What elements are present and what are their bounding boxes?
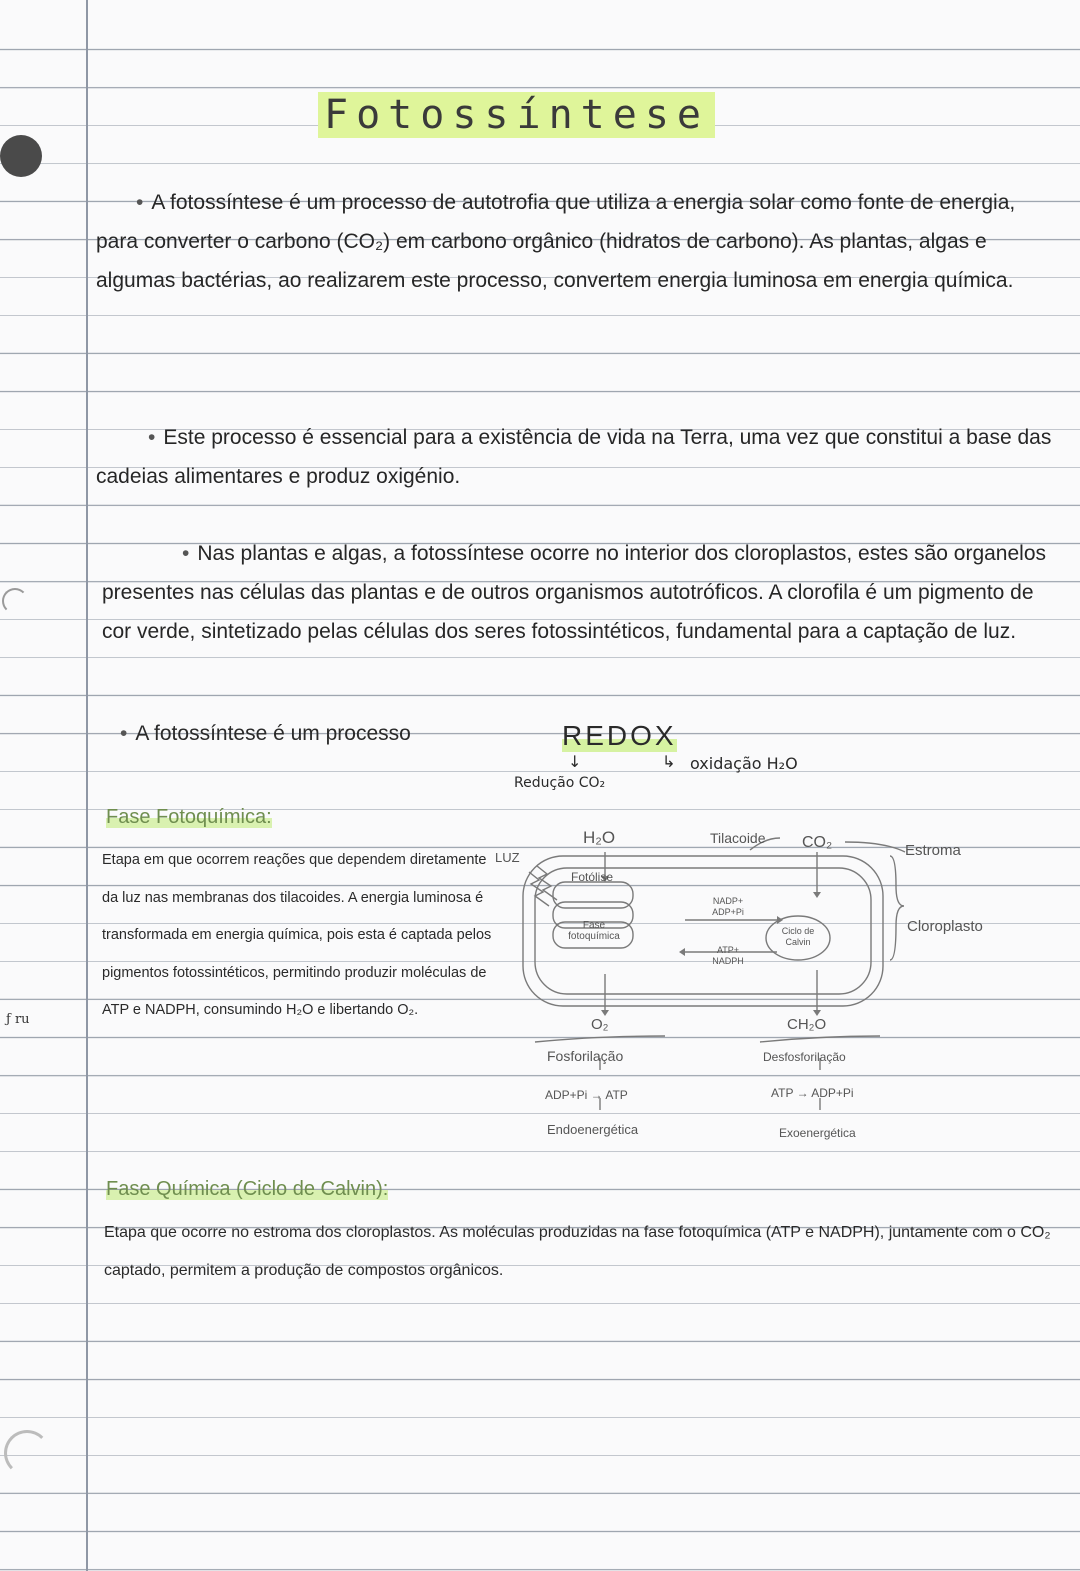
diagram-label-endoenergetica: Endoenergética bbox=[547, 1122, 639, 1137]
brace-left bbox=[535, 1036, 665, 1042]
diagram-label-co2: CO₂ bbox=[802, 834, 833, 851]
bullet-icon: • bbox=[136, 191, 144, 214]
diagram-label-cloroplasto: Cloroplasto bbox=[907, 918, 983, 935]
punch-hole-mark bbox=[4, 1430, 50, 1476]
diagram-label-exoenergetica: Exoenergética bbox=[779, 1126, 856, 1140]
diagram-label-fosforilacao: Fosforilação bbox=[547, 1048, 624, 1064]
diagram-label-fotolise: Fotólise bbox=[571, 870, 614, 884]
diagram-label-luz: LUZ bbox=[495, 850, 520, 865]
paragraph-1 bbox=[96, 184, 1056, 300]
bullet-icon: • bbox=[120, 722, 128, 745]
brace-right bbox=[760, 1036, 880, 1042]
arrow-down-icon: ↓ bbox=[568, 752, 582, 771]
diagram-label-desfosforilacao: Desfosforilação bbox=[763, 1050, 846, 1064]
phase-1-heading-text: Fase Fotoquímica: bbox=[106, 806, 272, 828]
page-title bbox=[318, 92, 715, 138]
redox-reduction: Redução CO₂ bbox=[514, 775, 606, 791]
diagram-label-atp-nadph: ATP+ NADPH bbox=[712, 945, 744, 966]
phase-2-heading bbox=[106, 1178, 388, 1201]
redox-sentence-text: A fotossíntese é um processo bbox=[135, 722, 411, 745]
diagram-label-h2o: H₂O bbox=[583, 828, 616, 847]
chloroplast-diagram bbox=[495, 820, 1065, 1150]
paragraph-1-text: A fotossíntese é um processo de autotrofia que utiliza a energia solar como fonte de energia, para converter o carbono (CO₂) em carbono orgânico (hidratos de carbono). As plantas, algas e algumas bactérias, ao realizarem este processo, convertem energia luminosa em energia química. bbox=[96, 191, 1016, 292]
margin-mark: ƒ ru bbox=[6, 1012, 30, 1027]
diagram-label-o2: O₂ bbox=[591, 1016, 609, 1033]
paragraph-2 bbox=[96, 419, 1056, 497]
diagram-label-ch2o: CH₂O bbox=[787, 1016, 827, 1033]
paragraph-2-text: Este processo é essencial para a existência de vida na Terra, uma vez que constitui a base das cadeias alimentares e produz oxigénio. bbox=[96, 426, 1052, 488]
diagram-label-tilacoide: Tilacoide bbox=[710, 830, 766, 846]
diagram-label-atp-adp: ATP → ADP+Pi bbox=[771, 1086, 854, 1100]
punch-hole-mark bbox=[2, 588, 28, 614]
title-text: Fotossíntese bbox=[318, 92, 715, 138]
paragraph-3 bbox=[102, 535, 1062, 651]
diagram-label-nadp-adp: NADP+ ADP+Pi bbox=[712, 896, 744, 917]
arrow-line bbox=[845, 842, 905, 852]
phase-1-text: Etapa em que ocorrem reações que dependem diretamente da luz nas membranas dos tilacoides. A energia luminosa é transformada em energia química, pois esta é captada pelos pigmentos fotossintéticos, permitindo produzir moléculas de ATP e NADPH, consumindo H₂O e libertando O₂. bbox=[102, 852, 492, 1019]
cloroplasto-brace bbox=[890, 856, 904, 960]
diagram-label-estroma: Estroma bbox=[905, 842, 961, 859]
redox-word: REDOX bbox=[562, 720, 677, 751]
punch-hole bbox=[0, 135, 42, 177]
diagram-label-adp-atp: ADP+Pi → ATP bbox=[545, 1088, 628, 1102]
margin-line bbox=[86, 0, 88, 1571]
paragraph-3-text: Nas plantas e algas, a fotossíntese ocorre no interior dos cloroplastos, estes são organelos presentes nas células das plantas e de outros organismos autotróficos. A clorofila é um pigmento de cor verde, sintetizado pelas células dos seres fotossintéticos, fundamental para a captação de luz. bbox=[102, 542, 1047, 643]
redox-oxidation: oxidação H₂O bbox=[690, 754, 798, 773]
phase-1-heading bbox=[106, 806, 272, 829]
bullet-icon: • bbox=[148, 426, 156, 449]
phase-2-text: Etapa que ocorre no estroma dos cloroplastos. As moléculas produzidas na fase fotoquímica (ATP e NADPH), juntamente com o CO₂ captado, permitem a produção de compostos orgânicos. bbox=[104, 1224, 1051, 1279]
diagram-label-fase-fotoquimica: Fase fotoquímica bbox=[568, 920, 620, 942]
phase-2-heading-text: Fase Química (Ciclo de Calvin): bbox=[106, 1178, 389, 1200]
redox-sentence bbox=[120, 722, 411, 746]
bullet-icon: • bbox=[182, 542, 190, 565]
diagram-label-ciclo-calvin: Ciclo de Calvin bbox=[781, 926, 815, 947]
thylakoid-stack bbox=[553, 882, 633, 908]
hook-arrow-icon: ↳ bbox=[662, 752, 676, 771]
